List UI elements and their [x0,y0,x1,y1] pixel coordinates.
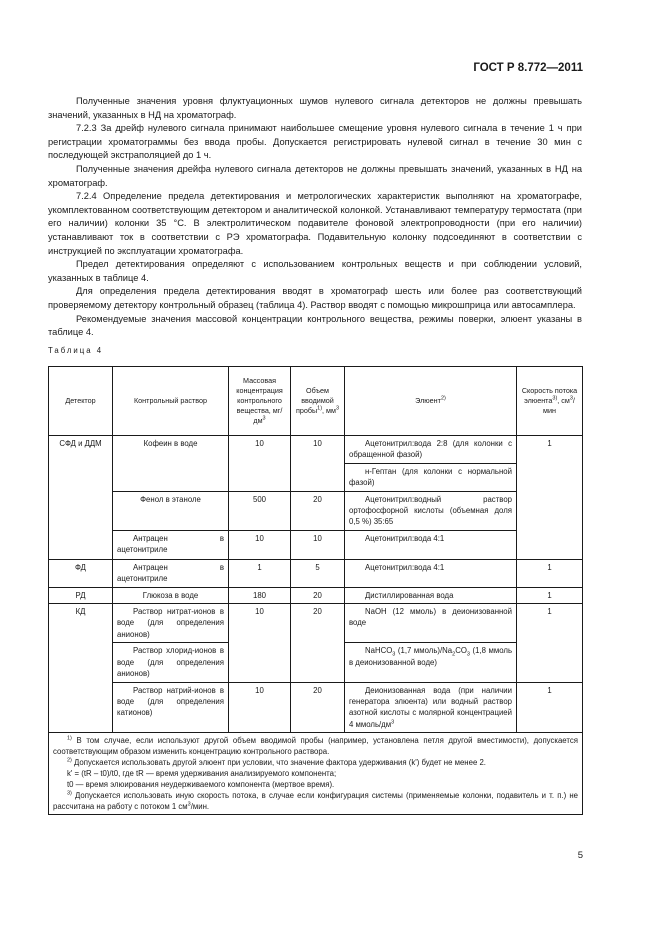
cell-volume: 10 [291,436,345,492]
table-header-row [49,367,583,436]
cell-conc: 10 [229,436,291,492]
eluent-part: (1,8 ммоль в деионизованной воде) [349,646,513,667]
cell-eluent: NaOH (12 ммоль) в деионизованной воде [345,604,517,643]
paragraph: Полученные значения дрейфа нулевого сигнала детекторов не должны превышать значений, указанных в НД на хроматограф. [48,163,582,188]
paragraph: Для определения предела детектирования вводят в хроматограф шесть или более раз соответствующий проверяемому детектору контрольный образец (таблица 4). Раствор вводят с помощью микрошприца или автосамплера. [48,286,582,310]
cell-solution: Раствор натрий-ионов в воде (для определения катионов) [113,682,229,733]
table-notes-row [49,733,583,815]
cell-flow: 1 [517,604,583,682]
note-2 [53,757,578,768]
header-volume-text: Объем вводимой пробы [295,386,334,415]
body-text [48,95,582,340]
cell-flow: 1 [517,587,583,603]
note-text: Допускается использовать иную скорость потока, в случае если конфигурация системы (применяемые колонки, подавитель и т. п.) не рассчитана на работу с потоком 1 см [53,791,578,812]
cell-volume: 5 [291,559,345,587]
cell-solution: Глюкоза в воде [113,587,229,603]
cell-solution: Раствор хлорид-ионов в воде (для определения анионов) [113,643,229,682]
note-2-t0: t0 — время элюирования неудерживаемого компонента (мертвое время). [67,780,335,790]
sup: 3 [262,415,266,422]
cell-flow: 1 [517,436,583,560]
cell-detector-kd: КД [49,604,113,733]
note-2-formula: k' = (tR – t0)/t0, где tR — время удерживания анализируемого компонента; [67,769,337,779]
header-eluent [345,367,517,436]
sub: 3 [466,651,470,658]
cell-eluent: Ацетонитрил:вода 4:1 [345,559,517,587]
cell-volume: 20 [291,587,345,603]
table-row [49,682,583,733]
paragraph: Полученные значения уровня флуктуационных шумов нулевого сигнала детекторов не должны превышать значений, указанных в НД на хроматограф. [48,96,582,120]
note-text-end: /мин. [190,802,210,812]
table-caption: Таблица 4 [48,346,104,355]
eluent-part: NaHCO [365,646,393,656]
note-mark: 1) [67,735,72,742]
cell-solution: Антрацен в ацетонитриле [113,559,229,587]
cell-conc: 180 [229,587,291,603]
table-row [49,587,583,603]
cell-eluent: Ацетонитрил:водный раствор ортофосфорной кислоты (объемная доля 0,5 %) 35:65 [345,491,517,530]
header-volume [291,367,345,436]
header-detector: Детектор [49,367,113,436]
cell-conc: 1 [229,559,291,587]
cell-flow: 1 [517,559,583,587]
table-notes [49,733,583,815]
header-mass-concentration [229,367,291,436]
eluent-part: (1,7 ммоль)/Na [395,646,453,656]
cell-volume: 20 [291,491,345,530]
cell-detector-rd: РД [49,587,113,603]
note-1 [53,735,578,757]
eluent-part: CO [455,646,467,656]
cell-eluent: Ацетонитрил:вода 4:1 [345,530,517,559]
cell-solution: Раствор нитрат-ионов в воде (для определения анионов) [113,604,229,643]
cell-conc: 500 [229,491,291,530]
paragraph: Рекомендуемые значения массовой концентрации контрольного вещества, режимы поверки, элюент указаны в таблице 4. [48,313,582,338]
table-row [49,559,583,587]
paragraph: 7.2.4 Определение предела детектирования и метрологических характеристик выполняют на хроматографе, укомплектованном соответствующим детектором и аналитической колонкой. Устанавливают температуру термостата (при его наличии) колонки 35 °С. В электролитическом подавителе фоновой электропроводности (при его наличии) устанавливают ток в соответствии с РЭ хроматографа. Подавительную колонку подсоединяют в соответствии с инструкцией по эксплуатации хроматографа. [48,191,582,256]
note-mark: 3) [67,790,72,797]
sub: 3 [392,651,396,658]
sup: 1) [317,405,323,412]
cell-eluent: Ацетонитрил:вода 2:8 (для колонки с обращенной фазой) [345,436,517,464]
cell-eluent [345,682,517,733]
table-row [49,491,583,530]
cell-solution: Кофеин в воде [113,436,229,492]
header-flow-text: Скорость потока элюента [521,386,578,405]
sub: 2 [452,651,456,658]
cell-eluent: Дистиллированная вода [345,587,517,603]
sup: 3 [335,405,339,412]
sup: 3 [391,719,395,726]
header-volume-unit: , мм [322,406,336,415]
cell-volume: 20 [291,604,345,682]
sup: 3 [187,801,191,808]
cell-volume: 10 [291,530,345,559]
header-solution: Контрольный раствор [113,367,229,436]
cell-solution: Антрацен в ацетонитриле [113,530,229,559]
table-row [49,530,583,559]
paragraph: 7.2.3 За дрейф нулевого сигнала принимают наибольшее смещение уровня нулевого сигнала в течение 1 ч при регистрации хроматограммы без ввода пробы. Допускается регистрировать нулевой сигнал в течение 30 мин с последующей экстраполяцией до 1 ч. [48,123,582,161]
sup: 2) [440,395,446,402]
note-text: Допускается использовать другой элюент при условии, что значение фактора удерживания (k') будет не менее 2. [71,758,486,768]
table-row [49,436,583,464]
header-flow-unit-end: /мин [543,396,575,415]
cell-conc: 10 [229,682,291,733]
header-mass-conc-text: Массовая концентрация контрольного вещества, мг/дм [236,376,283,425]
document-code: ГОСТ Р 8.772—2011 [473,62,583,74]
paragraph: Предел детектирования определяют с использованием контрольных веществ и при соблюдении условий, указанных в таблице 4. [48,259,582,283]
table-row [49,604,583,643]
cell-detector-sfd: СФД и ДДМ [49,436,113,560]
table-4 [48,366,583,815]
cell-detector-fd: ФД [49,559,113,587]
note-mark: 2) [67,757,72,764]
cell-volume: 20 [291,682,345,733]
note-3 [53,790,578,812]
cell-solution: Фенол в этаноле [113,491,229,530]
cell-eluent [345,643,517,682]
header-flow [517,367,583,436]
cell-conc: 10 [229,604,291,682]
page-number: 5 [577,850,583,861]
eluent-text: Деионизованная вода (при наличии генератора элюента) или водный раствор азотной кислоты с молярной концентрацией 4 ммоль/дм [349,685,512,729]
note-text: В том случае, если используют другой объем вводимой пробы (например, установлена петля другой вместимости), допускается соответствующим образом изменить концентрацию контрольного раствора. [53,736,578,757]
sup: 3) [552,395,558,402]
header-eluent-text: Элюент [415,396,441,405]
cell-flow: 1 [517,682,583,733]
sup: 3 [569,395,573,402]
cell-conc: 10 [229,530,291,559]
cell-eluent: н-Гептан (для колонки с нормальной фазой) [345,463,517,491]
header-flow-unit: , см [557,396,570,405]
